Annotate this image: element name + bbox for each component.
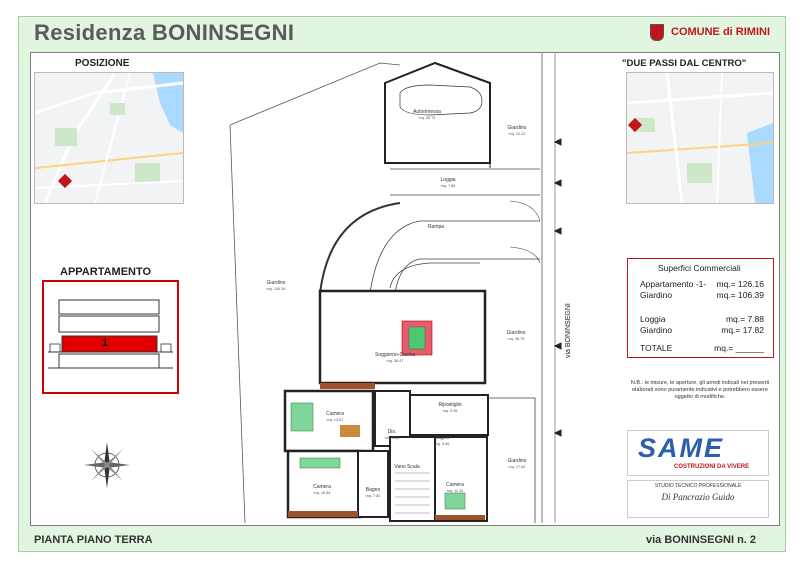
surfaces-table: Superfici Commerciali Appartamento -1- mq.= 126.16 Giardino mq.= 106.39 Loggia mq.= 7.88 Giardino mq.= 17.82 TOTALE mq.= ______ — [627, 258, 774, 358]
page-title: Residenza BONINSEGNI — [34, 20, 295, 45]
room-area: mq. 26.74 — [418, 116, 436, 120]
position-map — [34, 72, 184, 204]
floor-plan — [190, 53, 620, 523]
room-label: Ripostiglio — [438, 402, 462, 408]
room-label: Giardino — [507, 125, 527, 131]
section-key-box — [42, 280, 179, 394]
room-label: Camera — [446, 482, 464, 488]
room-label: Giardino — [506, 330, 526, 336]
room-area: mq. 4.82 — [384, 436, 400, 440]
appartamento-number: 1 — [102, 337, 109, 349]
room-label: Camera — [313, 484, 331, 490]
street-label: via BONINSEGNI — [565, 303, 572, 358]
room-area: mq. 5.66 — [434, 442, 450, 446]
same-logo: SAME COSTRUZIONI DA VIVERE — [627, 430, 769, 476]
room-label: Dis. — [387, 429, 397, 435]
room-area: mq. 38.75 — [507, 337, 525, 341]
footer-address: via BONINSEGNI n. 2 — [646, 534, 757, 546]
room-area: mq. 106.39 — [266, 287, 286, 291]
room-label: Rampa — [427, 224, 445, 230]
disclaimer-note: N.B.: le misure, le aperture, gli arredi indicati nei presenti elaborati sono puramente indicativi e potrebbero essere oggetto di modifiche. — [630, 380, 770, 400]
room-label: Bagno — [434, 435, 450, 441]
posizione-label: POSIZIONE — [75, 58, 130, 69]
center-label: "DUE PASSI DAL CENTRO" — [622, 58, 747, 69]
room-label: Bagno — [365, 487, 381, 493]
room-area: mq. 17.82 — [508, 465, 526, 469]
room-area: mq. 12.02 — [508, 132, 526, 136]
room-label: Camera — [326, 411, 344, 417]
table-title: Superfici Commerciali — [658, 263, 741, 273]
room-label: Giardino — [507, 458, 527, 464]
studio-stamp: STUDIO TECNICO PROFESSIONALE Di Pancrazio Guido — [627, 480, 769, 518]
room-area: mq. 7.88 — [440, 184, 456, 188]
room-label: Soggiorno-Cucina — [374, 352, 416, 358]
room-label: Giardino — [266, 280, 286, 286]
appartamento-label: APPARTAMENTO — [60, 266, 152, 278]
room-label: Autorimessa — [413, 109, 441, 115]
center-map — [626, 72, 774, 204]
room-area: mq. 13.87 — [326, 418, 344, 422]
room-area: mq. 11.25 — [446, 489, 464, 493]
footer-plan-label: PIANTA PIANO TERRA — [34, 534, 153, 546]
room-label: Loggia — [440, 177, 456, 183]
room-area: mq. 5.96 — [442, 409, 458, 413]
rimini-crest-icon — [650, 24, 664, 41]
room-area: mq. 16.84 — [313, 491, 331, 495]
comune-label: COMUNE di RIMINI — [671, 26, 770, 38]
room-area: mq. 7.82 — [365, 494, 381, 498]
compass-rose-icon — [82, 440, 132, 490]
room-area: mq. 38.47 — [386, 359, 404, 363]
room-label: Vano Scala — [394, 464, 420, 470]
